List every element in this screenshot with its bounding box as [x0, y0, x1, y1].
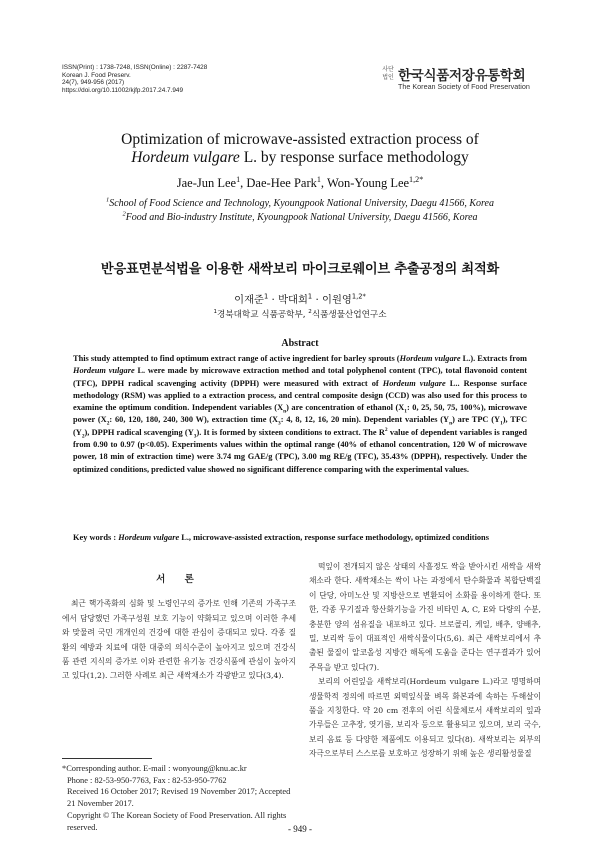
doi-link[interactable]: https://doi.org/10.11002/kjfp.2017.24.7.949: [62, 86, 184, 94]
body-column-right: [309, 560, 541, 762]
author-2-sup: 1: [316, 174, 321, 184]
title-line-2: [60, 149, 540, 167]
corresponding-mark: *: [419, 174, 424, 184]
abstract-subscript: 2: [106, 421, 110, 428]
author-separator: ,: [320, 176, 327, 190]
abstract-subscript: 1: [404, 408, 407, 415]
author-3: Won-Young Lee: [326, 176, 410, 190]
received-dates: Received 16 October 2017; Revised 19 November 2017; Accepted 21 November 2017.: [67, 787, 291, 809]
keywords-species: Hordeum vulgare: [118, 533, 180, 542]
intro-paragraph-1: 최근 핵가족화의 심화 및 노령인구의 증가로 인해 기존의 가족구조에서 담당했던 가족구성원 보호 기능이 약화되고 있으며 이러한 추세와 맞물려 국민 개개인의 건강에 대한 관심이 증대되고 있다. 각종 질환의 예방과 치료에 대한 대중의 의식수준이 높아지고 있으며 건강식품 관련 지식의 증가로 이와 관련한 유기농 건강식품에 관심이 높아지고 있다(1,2). 그러한 사례로 최근 새싹채소가 각광받고 있다(3,4).: [62, 599, 296, 681]
society-badge: 사단 법인: [382, 66, 394, 81]
author-ko-separator: ·: [268, 294, 279, 306]
abstract-text: ). It is formed by sixteen conditions to extract. The R: [196, 427, 385, 437]
volume-line: 24(7), 949-956 (2017): [62, 79, 125, 87]
author-ko-3-sup-text: 1,2: [351, 292, 363, 301]
abstract-text: ), TFC (Y: [73, 415, 527, 437]
author-ko-separator: ·: [312, 294, 323, 306]
abstract-text: : 4, 8, 12, 16, 20 min). Dependent variables (Y: [280, 415, 450, 425]
abstract-subscript: 2: [81, 433, 85, 440]
abstract-subscript: 3: [193, 433, 197, 440]
title-line-1: Optimization of microwave-assisted extraction process of: [121, 131, 479, 148]
abstract-text: ), DPPH radical scavenging (Y: [84, 427, 194, 437]
affiliations-korean: [60, 308, 540, 320]
author-1-sup: 1: [236, 174, 241, 184]
intro-paragraph-2: 떡잎이 전개되지 않은 상태의 사흘정도 싹을 받아시킨 새싹을 새싹채소라 한다. 새싹채소는 싹이 나는 과정에서 탄수화물과 복합단백질이 단당, 아미노산 및 지방산으로 변환되어 소화를 용이하게 한다. 또한, 각종 무기질과 항산화기능을 가진 비타민 A, C, E와 다량의 수분, 충분한 양의 섬유질을 내포하고 있다. 브로콜리, 케일, 배추, 양배추, 밀, 보리싹 등이 대표적인 새싹식물이다(5,6). 최근 새싹보리에서 추출된 물질이 알코올성 지방간 해독에 도움을 준다는 연구결과가 있어 주목을 받고 있다(7).: [309, 562, 541, 672]
author-ko-2: 박대희: [278, 294, 308, 306]
abstract-text: ) are concentration of ethanol (X: [286, 403, 405, 413]
paper-title-korean: 반응표면분석법을 이용한 새싹보리 마이크로웨이브 추출공정의 최적화: [100, 262, 500, 277]
author-2: Dae-Hee Park: [246, 176, 317, 190]
title-line-2-rest: L. by response surface methodology: [239, 149, 469, 166]
abstract-superscript: 2: [384, 427, 388, 433]
abstract-body: [73, 353, 527, 476]
abstract-text: : 60, 120, 180, 240, 300 W), extraction time (X: [109, 415, 279, 425]
author-ko-3-sup: [352, 293, 366, 301]
footnote-divider: [62, 758, 152, 759]
affiliation-1-sup: 1: [105, 196, 110, 204]
affil-ko-1-sup: 1: [213, 309, 218, 316]
abstract-text: : 0, 25, 50, 75, 100%), microwave power (X: [73, 403, 527, 425]
section-heading-introduction: 서 론: [156, 574, 202, 585]
abstract-subscript: n: [449, 421, 453, 428]
abstract-subscript: 3: [278, 421, 281, 428]
contact-phone: Phone : 82-53-950-7763, Fax : 82-53-950-7762: [67, 775, 227, 785]
society-logo: [380, 62, 560, 92]
abstract-text: value of dependent variables is ranged from 0.90 to 0.97 (p<0.05). Experiments values within the optimal range (40% of ethanol concentration, 120 W of microwave power, 18 min of extraction time) were 3.74 mg GAE/g (TPC), 3.00 mg RE/g (TFC), 35.43% (DPPH), respectively. Under the optimized conditions, predicted value showed no significant difference comparing with the experimental values.: [73, 427, 527, 474]
abstract-text: L.). Extracts from: [460, 354, 527, 363]
abstract-text: This study attempted to find optimum extract range of active ingredient for barley sprouts (: [73, 354, 400, 363]
paper-title-english: [60, 131, 540, 167]
abstract-text: L. were made by microwave extraction method and total polyphenol content (TPC), total flavonoid content (TFC), DPPH radical scavenging activity (DPPH) were measured with extract of: [73, 366, 527, 388]
body-column-left: [62, 573, 296, 684]
keywords-text: L., microwave-assisted extraction, response surface methodology, optimized conditions: [179, 533, 489, 542]
abstract-species: Hordeum vulgare: [399, 354, 461, 363]
author-ko-1: 이재준: [234, 294, 264, 306]
author-ko-3: 이원영: [322, 294, 352, 306]
abstract-heading: Abstract: [281, 338, 319, 349]
abstract-text: L.. Response surface methodology (RSM) was applied to a extraction process, and central composite design (CCD) was also used for this process to examine the optimum condition. Independent variables (X: [73, 378, 527, 413]
abstract-subscript: n: [283, 408, 287, 415]
author-3-sup: [409, 175, 423, 184]
affiliation-1: [60, 197, 540, 211]
issn-line: ISSN(Print) : 1738-7248, ISSN(Online) : 2287-7428: [62, 64, 208, 71]
abstract-species: Hordeum vulgare: [382, 378, 446, 388]
author-ko-1-sup: 1: [263, 292, 269, 301]
affil-ko-2-sup: 2: [308, 309, 312, 316]
affiliation-1-text: School of Food Science and Technology, Kyoungpook National University, Daegu 41566, Korea: [109, 198, 494, 209]
author-separator: ,: [240, 176, 247, 190]
abstract-text: ) are TPC (Y: [452, 415, 501, 425]
abstract-subscript: 1: [500, 421, 503, 428]
author-3-sup-text: 1,2: [409, 174, 420, 184]
affil-ko-2-text: 식품생물산업연구소: [311, 310, 387, 320]
society-name-korean: 한국식품저장유통학회: [398, 68, 526, 84]
affiliations-english: [60, 197, 540, 224]
author-ko-2-sup: 1: [307, 292, 313, 301]
corresponding-mark-ko: *: [362, 292, 366, 301]
title-species: Hordeum vulgare: [131, 149, 240, 166]
footnote: [62, 763, 298, 833]
journal-info: [62, 64, 322, 94]
corresponding-author: *Corresponding author. E-mail : wonyoung@knu.ac.kr: [62, 764, 247, 773]
affiliation-2-sup: 2: [122, 210, 126, 218]
page-number: - 949 -: [288, 824, 312, 834]
affiliation-2: [60, 211, 540, 225]
affil-ko-1-text: 경북대학교 식품공학부,: [217, 310, 309, 320]
copyright-line: Copyright © The Korean Society of Food Preservation. All rights reserved.: [67, 810, 287, 832]
authors-english: [60, 176, 540, 191]
author-1: Jae-Jun Lee: [176, 176, 237, 190]
journal-name: Korean J. Food Preserv.: [62, 71, 131, 79]
affiliation-2-text: Food and Bio-industry Institute, Kyoungpook National University, Daegu 41566, Korea: [125, 211, 478, 223]
abstract-species: Hordeum vulgare: [73, 366, 135, 376]
intro-paragraph-3: 보리의 어린잎을 새싹보리(Hordeum vulgare L.)라고 명명하며 생물학적 정의에 따르면 외떡잎식물 벼목 화본과에 속하는 두해살이풀을 지칭한다. 약 20 cm 전후의 어린 식물체로서 새싹보리의 잎과 가루들은 고추장, 엿기름, 보리자 등으로 활용되고 있으며, 보리 국수, 보리 음료 등 다양한 제품에도 이용되고 있다(8). 새싹보리는 외부의 자극으로부터 스스로를 보호하고 성장하기 위해 높은 생리활성물질: [309, 677, 541, 759]
keywords: [73, 532, 533, 543]
authors-korean: [60, 291, 540, 306]
keywords-label: Key words :: [73, 533, 119, 542]
society-name-english: The Korean Society of Food Preservation: [398, 82, 530, 91]
